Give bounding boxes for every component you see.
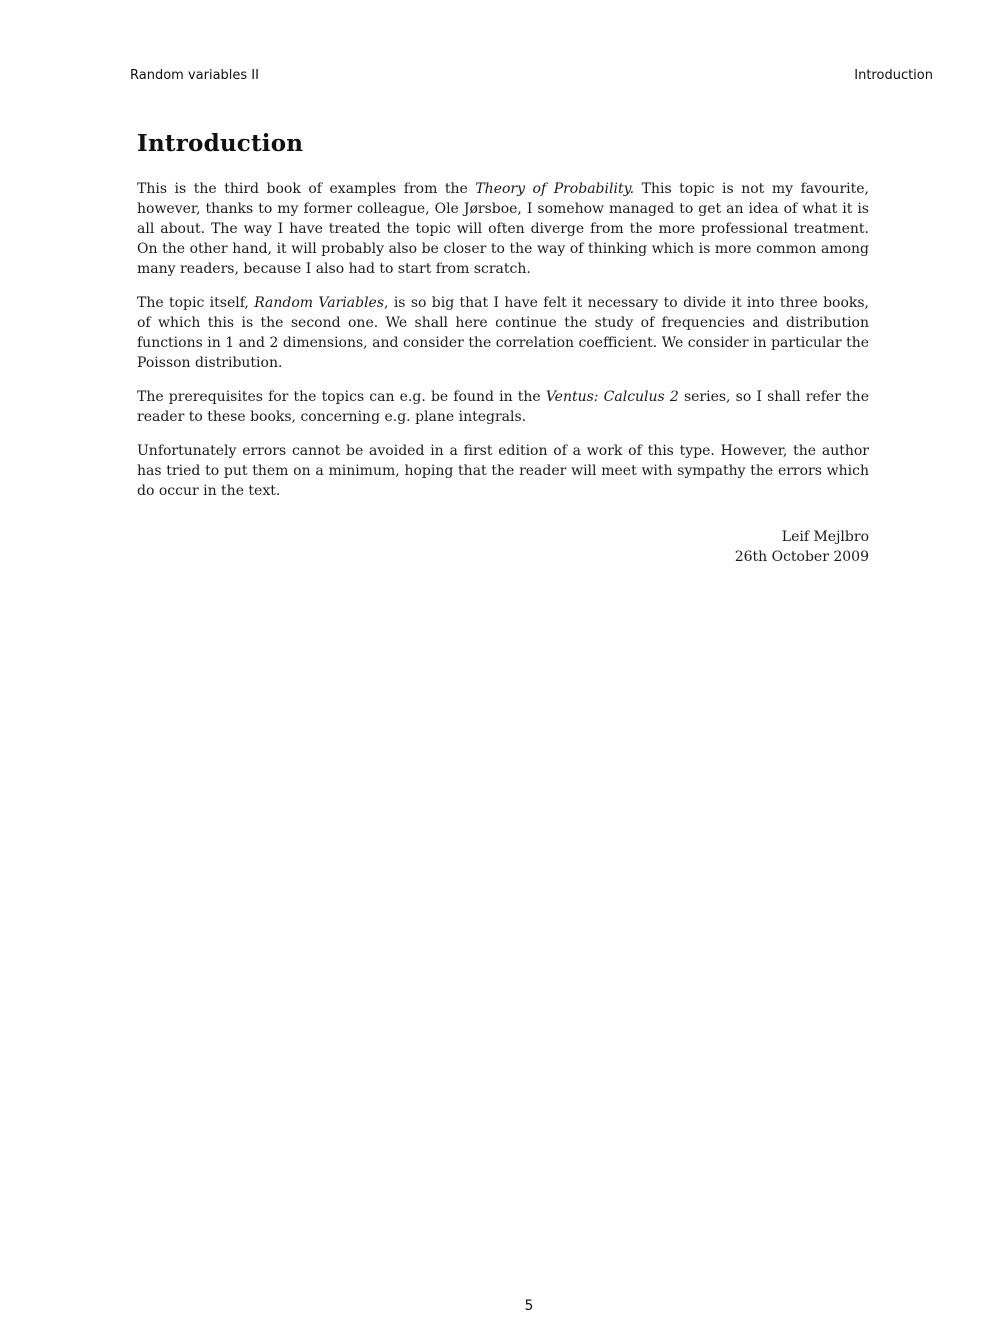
signature-block bbox=[137, 527, 869, 567]
header-chapter-title: Introduction bbox=[854, 68, 933, 83]
header-book-title: Random variables II bbox=[130, 68, 259, 83]
paragraph-text: This topic is not my favourite, however, thanks to my former colleague, Ole Jørsboe, I somehow managed to get an idea of what it is all about. The way I have treated the topic will often diverge from the more professional treatment. On the other hand, it will probably also be closer to the way of thinking which is more common among many readers, because I also had to start from scratch. bbox=[137, 181, 869, 277]
page-number: 5 bbox=[524, 1298, 534, 1314]
italic-text: Theory of Probability. bbox=[475, 181, 635, 197]
paragraph-3 bbox=[137, 387, 869, 427]
paragraph-4 bbox=[137, 441, 869, 501]
section-title: Introduction bbox=[137, 130, 304, 157]
italic-text: Random Variables bbox=[254, 295, 385, 311]
paragraph-text: This is the third book of examples from the bbox=[137, 181, 476, 197]
signature-date: 26th October 2009 bbox=[734, 549, 869, 565]
italic-text: Ventus: Calculus 2 bbox=[545, 389, 679, 405]
paragraph-text: series, so I shall refer the reader to these books, concerning e.g. plane integrals. bbox=[137, 389, 869, 425]
paragraph-2 bbox=[137, 293, 869, 373]
page-content bbox=[137, 128, 869, 567]
running-header bbox=[130, 68, 933, 88]
paragraph-text: The prerequisites for the topics can e.g. be found in the bbox=[137, 389, 546, 405]
paragraph-text: Unfortunately errors cannot be avoided in a first edition of a work of this type. However, the author has tried to put them on a minimum, hoping that the reader will meet with sympathy the errors which do occur in the text. bbox=[137, 443, 869, 499]
paragraph-text: The topic itself, bbox=[137, 295, 255, 311]
author-name: Leif Mejlbro bbox=[781, 529, 869, 545]
paragraph-text: , is so big that I have felt it necessary to divide it into three books, of which this is the second one. We shall here continue the study of frequencies and distribution functions in 1 and 2 dimensions, and consider the correlation coefficient. We consider in particular the Poisson distribution. bbox=[137, 295, 870, 371]
paragraph-1 bbox=[137, 179, 869, 279]
